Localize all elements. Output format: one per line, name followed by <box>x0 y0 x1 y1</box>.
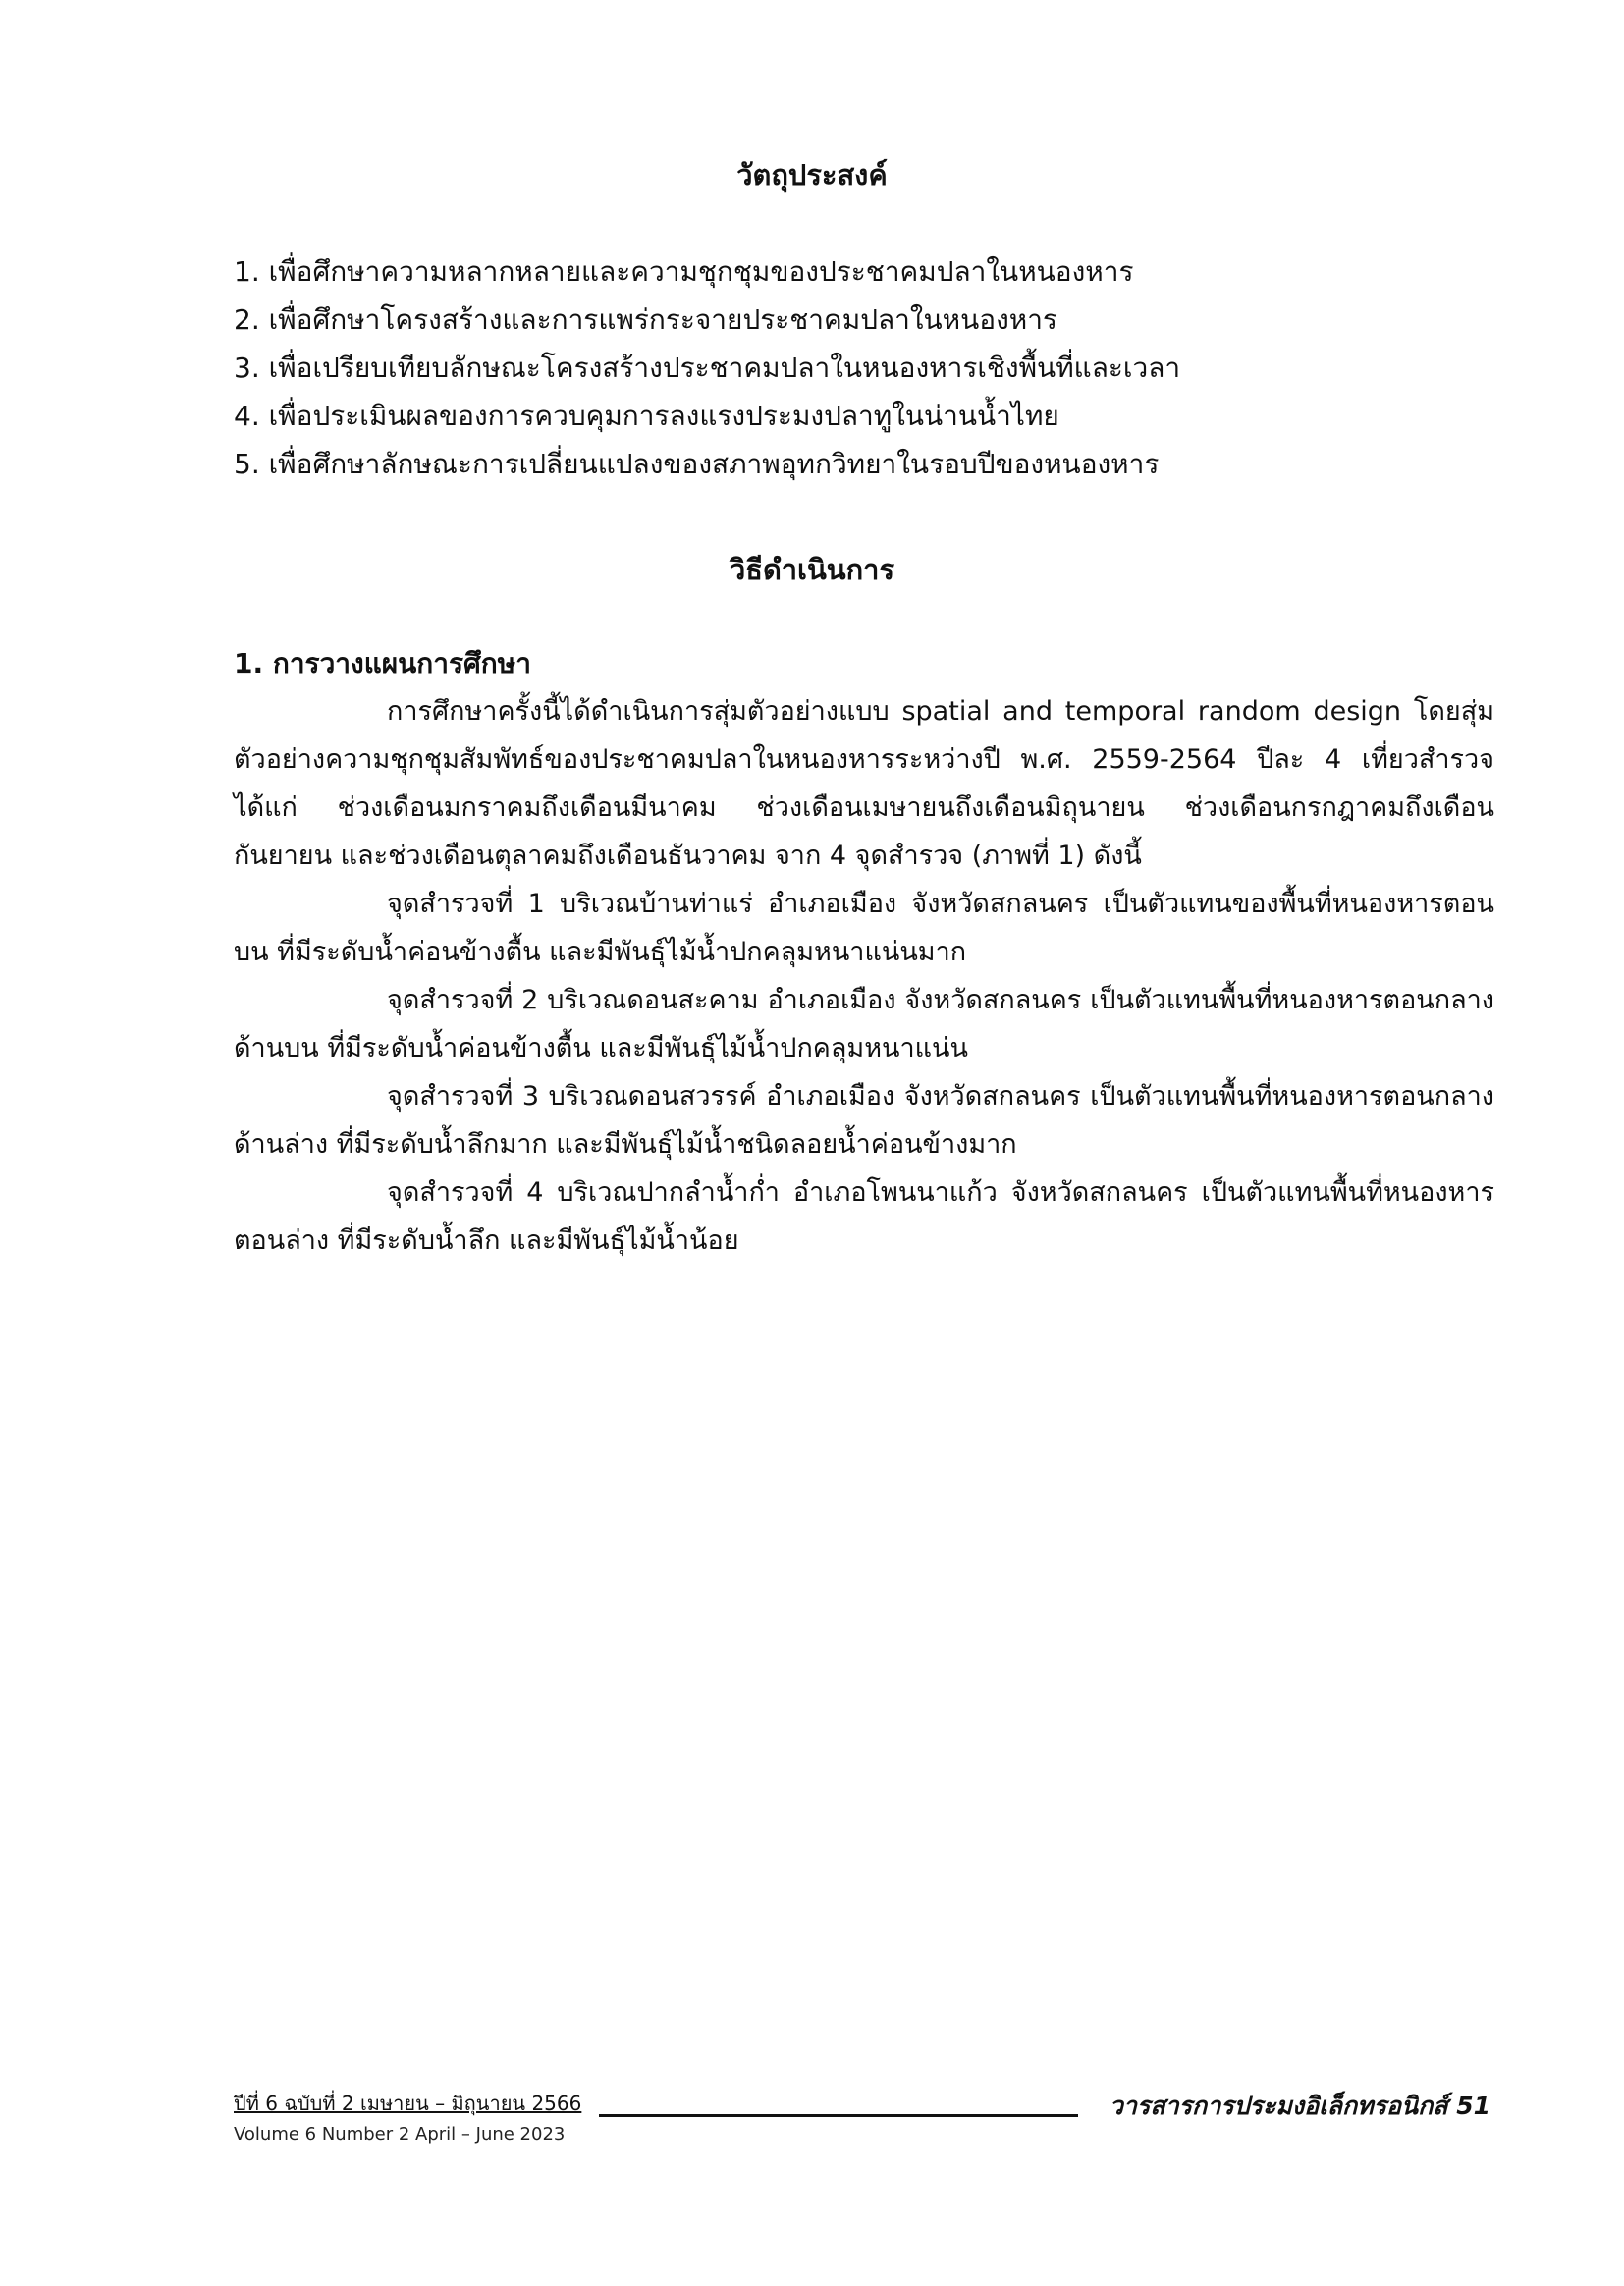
methods-heading: วิธีดำเนินการ <box>729 553 895 586</box>
issue-thai: ปีที่ 6 ฉบับที่ 2 เมษายน – มิถุนายน 2566 <box>234 2092 582 2115</box>
objective-item: 3. เพื่อเปรียบเทียบลักษณะโครงสร้างประชาคมปลาในหนองหารเชิงพื้นที่และเวลา <box>234 352 1181 384</box>
paragraph: จุดสำรวจที่ 1 บริเวณบ้านท่าแร่ อำเภอเมือง จังหวัดสกลนคร เป็นตัวแทนของพื้นที่หนองหารตอนบน ที่มีระดับน้ำค่อนข้างตื้น และมีพันธุ์ไม้น้ำปกคลุมหนาแน่นมาก <box>234 889 1494 967</box>
paragraph: จุดสำรวจที่ 4 บริเวณปากลำน้ำก่ำ อำเภอโพนนาแก้ว จังหวัดสกลนคร เป็นตัวแทนพื้นที่หนองหารตอนล่าง ที่มีระดับน้ำลึก และมีพันธุ์ไม้น้ำน้อย <box>234 1177 1494 1256</box>
methods-body <box>234 687 1494 1265</box>
paragraph: จุดสำรวจที่ 3 บริเวณดอนสวรรค์ อำเภอเมือง จังหวัดสกลนคร เป็นตัวแทนพื้นที่หนองหารตอนกลางด้านล่าง ที่มีระดับน้ำลึกมาก และมีพันธุ์ไม้น้ำชนิดลอยน้ำค่อนข้างมาก <box>234 1081 1494 1160</box>
objectives-heading: วัตถุประสงค์ <box>736 158 888 191</box>
issue-english: Volume 6 Number 2 April – June 2023 <box>234 2124 566 2145</box>
objective-item: 4. เพื่อประเมินผลของการควบคุมการลงแรงประมงปลาทูในน่านน้ำไทย <box>234 400 1059 432</box>
objective-item: 2. เพื่อศึกษาโครงสร้างและการแพร่กระจายประชาคมปลาในหนองหาร <box>234 303 1057 336</box>
footer-divider <box>599 2114 1078 2117</box>
paragraph: จุดสำรวจที่ 2 บริเวณดอนสะคาม อำเภอเมือง จังหวัดสกลนคร เป็นตัวแทนพื้นที่หนองหารตอนกลางด้านบน ที่มีระดับน้ำค่อนข้างตื้น และมีพันธุ์ไม้น้ำปกคลุมหนาแน่น <box>234 985 1494 1063</box>
paragraph: การศึกษาครั้งนี้ได้ดำเนินการสุ่มตัวอย่างแบบ spatial and temporal random design โดยสุ่มตัวอย่างความชุกชุมสัมพัทธ์ของประชาคมปลาในหนองหารระหว่างปี พ.ศ. 2559-2564 ปีละ 4 เที่ยวสำรวจ ได้แก่ ช่วงเดือนมกราคมถึงเดือนมีนาคม ช่วงเดือนเมษายนถึงเดือนมิถุนายน ช่วงเดือนกรกฎาคมถึงเดือนกันยายน และช่วงเดือนตุลาคมถึงเดือนธันวาคม จาก 4 จุดสำรวจ (ภาพที่ 1) ดังนี้ <box>234 696 1494 871</box>
journal-name-page-number: วารสารการประมงอิเล็กทรอนิกส์ 51 <box>1109 2092 1490 2120</box>
study-plan-subheading: 1. การวางแผนการศึกษา <box>234 647 531 680</box>
objective-item: 5. เพื่อศึกษาลักษณะการเปลี่ยนแปลงของสภาพอุทกวิทยาในรอบปีของหนองหาร <box>234 448 1160 480</box>
objectives-list <box>234 247 1490 488</box>
objective-item: 1. เพื่อศึกษาความหลากหลายและความชุกชุมของประชาคมปลาในหนองหาร <box>234 255 1134 288</box>
footer-issue-info <box>234 2090 581 2149</box>
